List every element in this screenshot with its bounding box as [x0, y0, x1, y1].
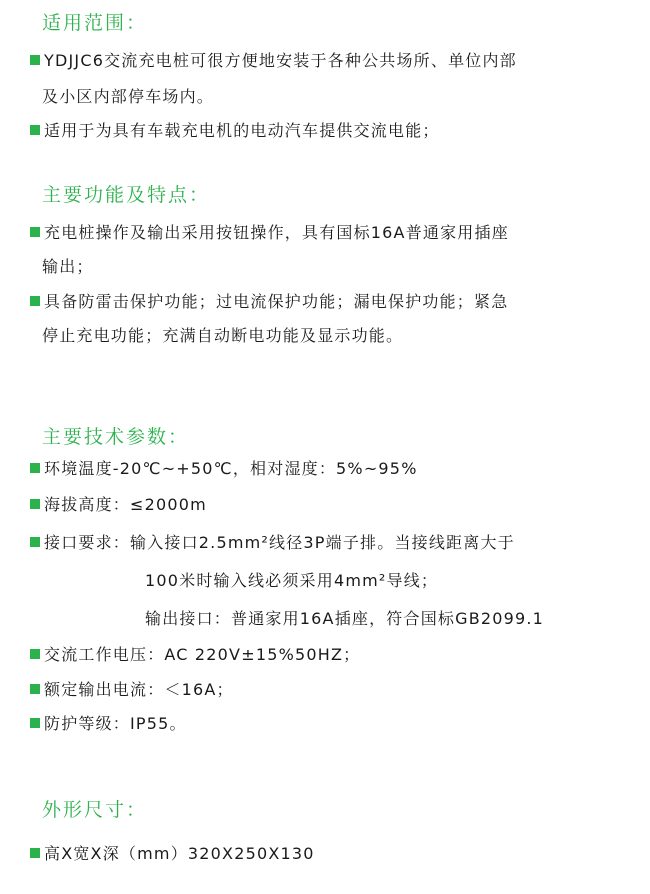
- bullet-icon: [30, 649, 40, 659]
- spec-temperature: 环境温度-20℃~+50℃，相对湿度：5%~95%: [30, 458, 418, 480]
- bullet-icon: [30, 718, 40, 728]
- spec-interface-cont: 100米时输入线必须采用4mm²导线；: [145, 571, 439, 590]
- scope-item-1-cont: 及小区内部停车场内。: [42, 87, 215, 106]
- spec-output-interface: 输出接口：普通家用16A插座，符合国标GB2099.1: [145, 609, 545, 628]
- scope-title: 适用范围：: [42, 12, 148, 34]
- spec-interface: 接口要求：输入接口2.5mm²线径3P端子排。当接线距离大于: [30, 532, 515, 554]
- scope-item-1: YDJJC6交流充电桩可很方便地安装于各种公共场所、单位内部: [30, 50, 517, 72]
- bullet-icon: [30, 499, 40, 509]
- spec-voltage: 交流工作电压：AC 220V±15%50HZ；: [30, 644, 360, 666]
- bullet-icon: [30, 537, 40, 547]
- spec-protection: 防护等级：IP55。: [30, 713, 187, 735]
- spec-current: 额定输出电流：＜16A；: [30, 679, 234, 701]
- bullet-icon: [30, 296, 40, 306]
- features-item-1: 充电桩操作及输出采用按钮操作，具有国标16A普通家用插座: [30, 222, 509, 244]
- spec-altitude: 海拔高度：≤2000m: [30, 494, 207, 516]
- features-item-1-cont: 输出；: [42, 257, 94, 276]
- scope-item-2: 适用于为具有车载充电机的电动汽车提供交流电能；: [30, 120, 440, 142]
- bullet-icon: [30, 55, 40, 65]
- specs-title: 主要技术参数：: [42, 426, 190, 448]
- bullet-icon: [30, 227, 40, 237]
- bullet-icon: [30, 848, 40, 858]
- features-item-2: 具备防雷击保护功能；过电流保护功能；漏电保护功能；紧急: [30, 291, 508, 313]
- features-item-2-cont: 停止充电功能；充满自动断电功能及显示功能。: [42, 326, 404, 345]
- bullet-icon: [30, 684, 40, 694]
- dimensions-title: 外形尺寸：: [42, 799, 148, 821]
- features-title: 主要功能及特点：: [42, 184, 211, 206]
- bullet-icon: [30, 125, 40, 135]
- bullet-icon: [30, 463, 40, 473]
- dimensions-item: 高X宽X深（mm）320X250X130: [30, 843, 315, 865]
